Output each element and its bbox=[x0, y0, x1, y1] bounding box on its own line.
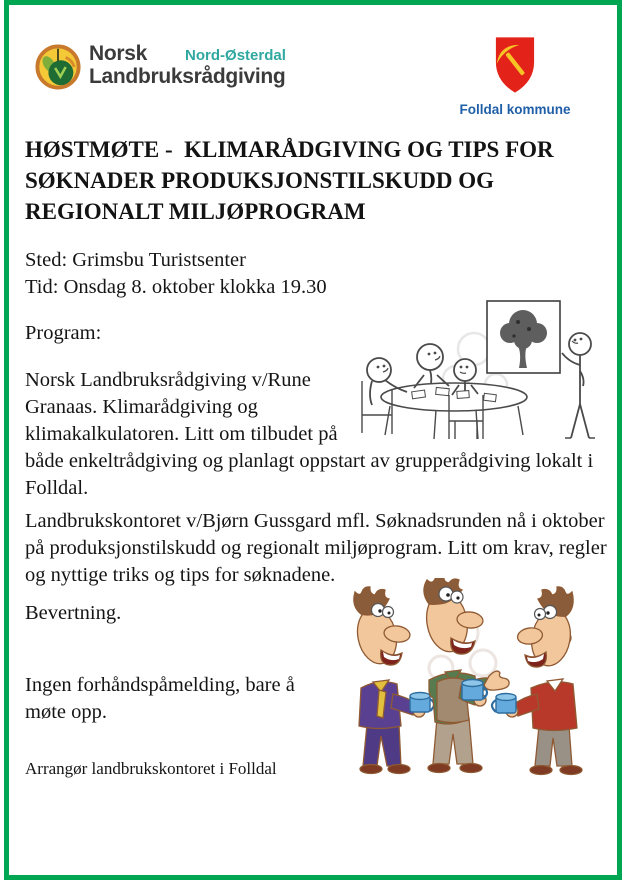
program-item-nlr-text: Norsk Landbruksrådgiving v/Rune Granaas. Klimarådgiving og klimakalkulatoren. Litt om tilbudet på både enkeltrådgiving og planlagt oppstart av grupperådgiving lokalt i Folldal. bbox=[25, 369, 594, 499]
program-item-office: Landbrukskontoret v/Bjørn Gussgard mfl. Søknadsrunden nå i oktober på produksjonstilskudd og regionalt miljøprogram. Litt om krav, regler og nyttige triks og tips for søknadene. bbox=[25, 510, 607, 586]
toast-illustration bbox=[333, 578, 591, 783]
title-line-3: REGIONALT MILJØPROGRAM bbox=[25, 199, 366, 224]
nlr-logo bbox=[35, 42, 286, 90]
stick-figures-meeting-icon bbox=[356, 291, 622, 446]
nlr-name-line1: Norsk bbox=[89, 42, 148, 65]
municipality-name: Folldal kommune bbox=[459, 102, 571, 117]
event-time: Tid: Onsdag 8. oktober klokka 19.30 bbox=[25, 276, 327, 298]
event-place: Sted: Grimsbu Turistsenter bbox=[25, 249, 246, 271]
attendance-note: Ingen forhåndspåmelding, bare å møte opp. bbox=[25, 674, 295, 723]
title-line-2: SØKNADER PRODUKSJONSTILSKUDD OG bbox=[25, 168, 495, 193]
organizer-note: Arrangør landbrukskontoret i Folldal bbox=[25, 759, 277, 778]
meeting-illustration bbox=[356, 291, 622, 446]
nlr-region-label: Nord-Østerdal bbox=[185, 47, 286, 64]
refreshments-note: Bevertning. bbox=[25, 602, 122, 624]
municipality-emblem bbox=[455, 34, 575, 117]
folldal-pickaxe-shield-icon bbox=[494, 34, 536, 96]
nlr-name-line2: Landbruksrådgiving bbox=[89, 65, 286, 88]
program-label: Program: bbox=[25, 322, 102, 344]
page-title bbox=[25, 134, 554, 227]
nlr-plant-circle-icon bbox=[35, 44, 81, 90]
event-details bbox=[25, 247, 327, 301]
three-men-toasting-icon bbox=[333, 578, 591, 783]
title-line-1: HØSTMØTE - KLIMARÅDGIVING OG TIPS FOR bbox=[25, 137, 554, 162]
